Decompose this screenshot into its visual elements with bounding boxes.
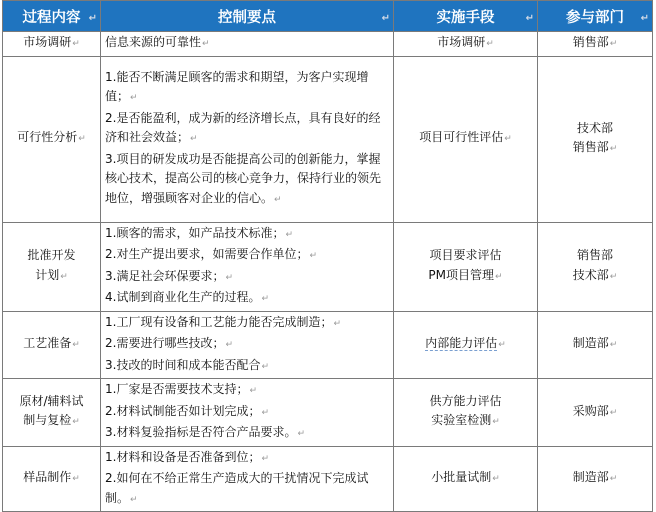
control-item: 1.能否不断满足顾客的需求和期望，为客户实现增值；↵: [105, 69, 369, 104]
control-cell: 信息来源的可靠性↵: [101, 32, 394, 57]
means-cell: 小批量试制↵: [394, 446, 538, 512]
dept-line: 销售部↵: [572, 140, 618, 154]
control-item: 1.材料和设备是否准备到位；↵: [105, 449, 269, 464]
control-item: 2.需要进行哪些技改；↵: [105, 336, 233, 350]
dept-line: 技术部↵: [572, 267, 618, 282]
control-item: 1.工厂现有设备和工艺能力能否完成制造；↵: [105, 314, 341, 329]
control-item: 1.顾客的需求，如产品技术标准；↵: [105, 225, 293, 240]
control-item: 3.材料复验指标是否符合产品要求。↵: [105, 425, 305, 439]
process-line: 制与复检↵: [23, 413, 80, 428]
control-item: 3.项目的研发成功是否能提高公司的创新能力，掌握核心技术，提高公司的核心竞争力，保持行业的领先地位，增强顾客对企业的信心。↵: [105, 151, 382, 205]
means-cell: 内部能力评估↵: [394, 311, 538, 379]
control-cell: [101, 311, 394, 379]
dept-cell: 技术部 销售部↵: [538, 56, 653, 222]
process-control-table: [2, 0, 653, 512]
header-control: 控制要点 ↵: [101, 1, 394, 32]
header-dept: 参与部门 ↵: [538, 1, 653, 32]
table-row: [3, 446, 653, 512]
control-item: 2.对生产提出要求，如需要合作单位；↵: [105, 247, 317, 261]
dept-cell: 销售部 技术部↵: [538, 222, 653, 311]
header-means: 实施手段 ↵: [394, 1, 538, 32]
table-row: [3, 32, 653, 57]
control-cell: [101, 222, 394, 311]
process-cell: 可行性分析↵: [3, 56, 101, 222]
table-row: [3, 311, 653, 379]
control-cell: [101, 446, 394, 512]
process-cell: 批准开发 计划↵: [3, 222, 101, 311]
control-item: 4.试制到商业化生产的过程。↵: [105, 290, 269, 304]
table-row: [3, 379, 653, 447]
control-item: 3.技改的时间和成本能否配合↵: [105, 357, 269, 372]
control-item: 2.材料试制能否如计划完成；↵: [105, 403, 269, 418]
process-cell: 工艺准备↵: [3, 311, 101, 379]
means-line: PM项目管理↵: [428, 267, 503, 282]
process-cell: 原材/辅料试 制与复检↵: [3, 379, 101, 447]
control-item: 3.满足社会环保要求；↵: [105, 268, 233, 283]
dept-cell: 制造部↵: [538, 446, 653, 512]
dept-cell: 采购部↵: [538, 379, 653, 447]
control-item: 2.如何在不给正常生产造成大的干扰情况下完成试制。↵: [105, 471, 369, 505]
table-header-row: [3, 1, 653, 32]
dept-cell: 制造部↵: [538, 311, 653, 379]
header-process: 过程内容 ↵: [3, 1, 101, 32]
means-cell: 市场调研↵: [394, 32, 538, 57]
means-cell: 供方能力评估 实验室检测↵: [394, 379, 538, 447]
means-line: 实验室检测↵: [431, 413, 500, 428]
control-cell: [101, 379, 394, 447]
means-cell: 项目可行性评估↵: [394, 56, 538, 222]
process-line: 计划↵: [35, 267, 68, 282]
control-item: 1.厂家是否需要技术支持；↵: [105, 382, 257, 396]
dept-cell: 销售部↵: [538, 32, 653, 57]
means-cell: 项目要求评估 PM项目管理↵: [394, 222, 538, 311]
table-row: [3, 222, 653, 311]
control-cell: [101, 56, 394, 222]
control-item: 2.是否能盈利，成为新的经济增长点，具有良好的经济和社会效益；↵: [105, 110, 381, 145]
table-row: [3, 56, 653, 222]
process-cell: 样品制作↵: [3, 446, 101, 512]
process-cell: 市场调研↵: [3, 32, 101, 57]
